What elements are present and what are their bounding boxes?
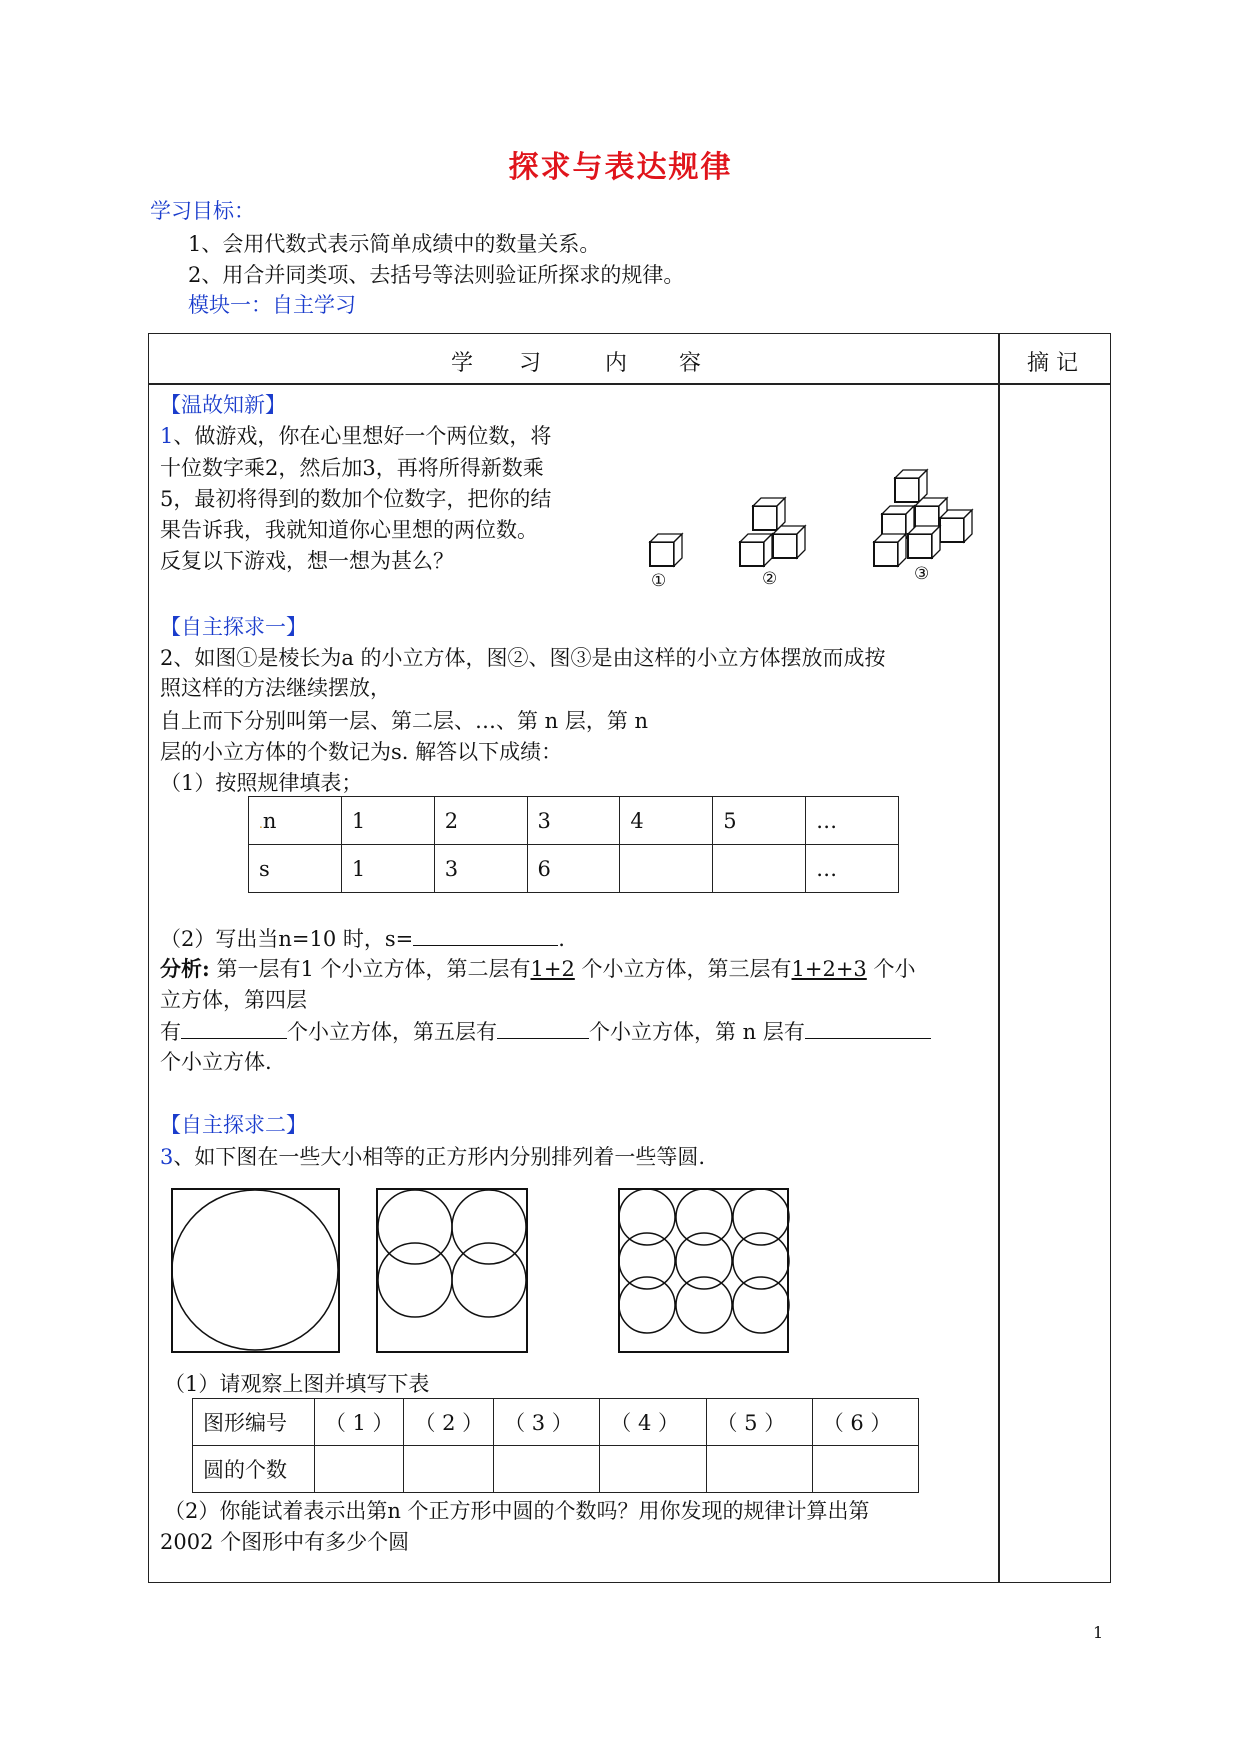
table-cell: 5 [713, 797, 806, 845]
table-cell: （ 2 ） [404, 1399, 494, 1446]
section3-q2-line2: 2002 个图形中有多少个圆 [160, 1530, 410, 1554]
section3-heading: 【自主探求二】 [160, 1113, 307, 1137]
table-cell: .n [249, 797, 342, 845]
table-cell: 图形编号 [193, 1399, 315, 1446]
section1-heading: 【温故知新】 [160, 393, 286, 417]
table-cell: 1 [341, 797, 434, 845]
table-cell: （ 1 ） [314, 1399, 404, 1446]
section1-line4: 果告诉我，我就知道你心里想的两位数。 [160, 518, 538, 542]
square-figure-1 [172, 1189, 339, 1352]
table-cell [713, 845, 806, 893]
analysis-text: 个小立方体，第三层有 [574, 957, 792, 981]
table-cell: 圆的个数 [193, 1446, 315, 1493]
column-divider [998, 334, 1000, 1582]
section1-line3: 5，最初将得到的数加个位数字，把你的结 [160, 487, 552, 511]
analysis-line4: 个小立方体. [160, 1050, 272, 1074]
table-cell: 6 [527, 845, 620, 893]
section3-intro [160, 1144, 705, 1170]
cube-label-1: ① [651, 571, 667, 591]
section1-line1 [160, 423, 551, 449]
analysis-text: 个小 [866, 957, 916, 981]
table-cell [706, 1446, 812, 1493]
answer-blank[interactable] [181, 1018, 287, 1039]
section2-line4: 层的小立方体的个数记为s. 解答以下成绩： [160, 740, 563, 764]
section3-q1: （1）请观察上图并填写下表 [164, 1372, 430, 1396]
answer-blank[interactable] [805, 1018, 931, 1039]
objective-1: 1、会用代数式表示简单成绩中的数量关系。 [188, 232, 601, 256]
table-cell: 1 [341, 845, 434, 893]
section3-q2-line1: （2）你能试着表示出第n 个正方形中圆的个数吗？用你发现的规律计算出第 [164, 1499, 870, 1523]
analysis-label: 分析: [160, 956, 210, 981]
cube-label-3: ③ [914, 564, 930, 584]
header-char-2: 习 [519, 351, 542, 376]
table-cell [620, 845, 713, 893]
square-figure-2 [377, 1189, 527, 1352]
analysis-line1 [160, 956, 915, 982]
header-divider [149, 383, 1110, 385]
table-cell: s [249, 845, 342, 893]
table-cell: 2 [434, 797, 527, 845]
cube-table [248, 796, 899, 893]
table-cell [600, 1446, 706, 1493]
section1-number: 1 [160, 424, 174, 448]
section2-line2: 照这样的方法继续摆放， [160, 676, 391, 700]
module-heading: 模块一：自主学习 [188, 293, 356, 317]
circle-figures [160, 1185, 800, 1355]
header-char-1: 学 [451, 351, 474, 376]
analysis-line3 [160, 1018, 931, 1045]
section2-q2 [160, 925, 565, 952]
table-cell: （ 3 ） [494, 1399, 600, 1446]
cube-label-2: ② [762, 569, 778, 589]
page-number: 1 [1093, 1623, 1104, 1642]
table-row [193, 1399, 919, 1446]
analysis-text: 第一层有1 个小立方体，第二层有 [209, 957, 531, 981]
table-cell: 4 [620, 797, 713, 845]
objectives-heading: 学习目标： [150, 199, 255, 223]
table-cell: （ 4 ） [600, 1399, 706, 1446]
analysis-text: 有 [160, 1020, 181, 1044]
section1-line2: 十位数字乘2，然后加3，再将所得新数乘 [160, 456, 544, 480]
q2-text: （2）写出当n=10 时，s= [160, 927, 414, 951]
section1-line5: 反复以下游戏，想一想为甚么？ [160, 549, 454, 573]
table-cell: … [806, 797, 899, 845]
table-cell: 3 [527, 797, 620, 845]
header-char-3: 内 [605, 351, 628, 376]
circle-table [192, 1398, 919, 1493]
objective-2: 2、用合并同类项、去括号等法则验证所探求的规律。 [188, 263, 685, 287]
section2-line1: 2、如图①是棱长为a 的小立方体，图②、图③是由这样的小立方体摆放而成按 [160, 646, 886, 670]
table-row-n [249, 797, 899, 845]
table-cell [494, 1446, 600, 1493]
page-title: 探求与表达规律 [508, 150, 733, 185]
table-cell: 3 [434, 845, 527, 893]
table-cell: （ 6 ） [812, 1399, 918, 1446]
cube-figure-1 [650, 534, 682, 566]
analysis-underlined-2: 1+2+3 [791, 957, 867, 981]
section2-line5: （1）按照规律填表； [160, 771, 363, 795]
section2-line3: 自上而下分别叫第一层、第二层、…、第 n 层，第 n [160, 709, 649, 733]
table-cell [404, 1446, 494, 1493]
answer-blank[interactable] [497, 1018, 589, 1039]
section1-text1: 、做游戏，你在心里想好一个两位数，将 [173, 424, 552, 448]
section3-number: 3 [160, 1145, 174, 1169]
header-char-4: 容 [679, 351, 702, 376]
analysis-text: 个小立方体，第 n 层有 [589, 1020, 805, 1044]
cube-figure-2 [740, 498, 805, 566]
square-figure-3 [619, 1189, 789, 1352]
cube-figure-3 [874, 470, 972, 566]
notes-header: 摘 记 [1027, 351, 1078, 376]
analysis-text: 个小立方体，第五层有 [287, 1020, 497, 1044]
answer-blank[interactable] [413, 925, 558, 946]
analysis-line2: 立方体，第四层 [160, 988, 307, 1012]
section3-intro-text: 、如下图在一些大小相等的正方形内分别排列着一些等圆. [173, 1145, 706, 1169]
table-cell [812, 1446, 918, 1493]
table-cell: （ 5 ） [706, 1399, 812, 1446]
table-cell: … [806, 845, 899, 893]
section2-heading: 【自主探求一】 [160, 615, 307, 639]
analysis-underlined-1: 1+2 [530, 957, 575, 981]
q2-period: . [558, 927, 565, 951]
table-row-s [249, 845, 899, 893]
table-cell [314, 1446, 404, 1493]
table-row [193, 1446, 919, 1493]
